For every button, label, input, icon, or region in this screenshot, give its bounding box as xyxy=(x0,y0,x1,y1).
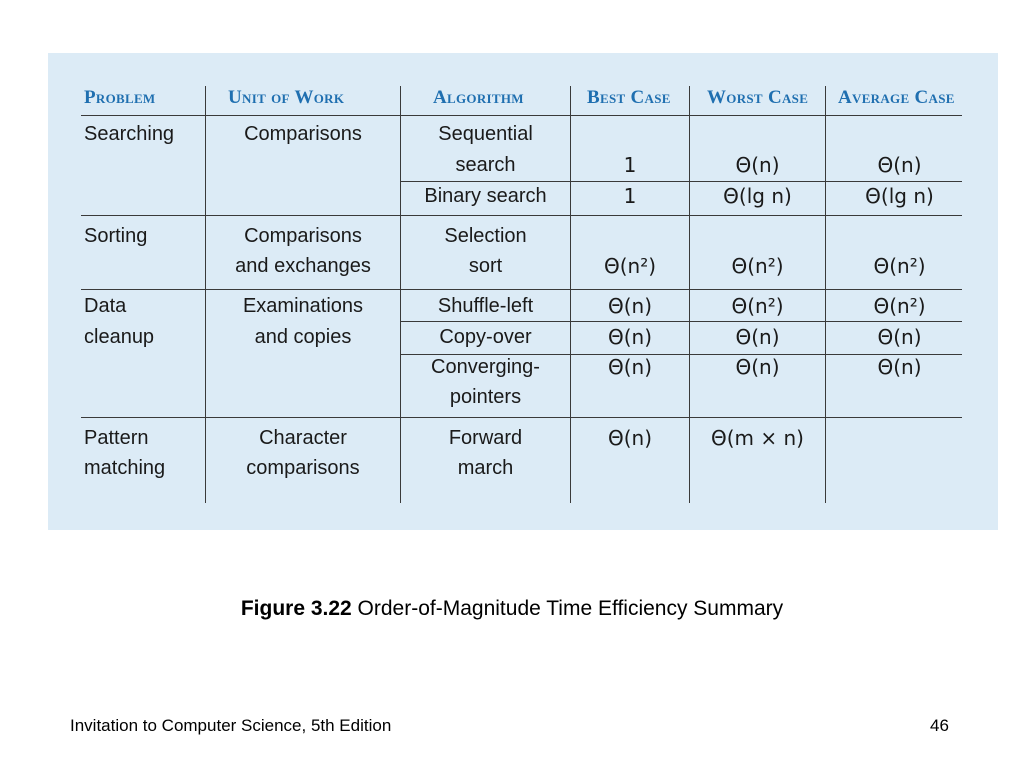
unit-cleanup-line1: Examinations xyxy=(242,295,364,317)
alg-converging-line2: pointers xyxy=(449,386,522,408)
alg-copy-over: Copy-over xyxy=(439,326,532,348)
alg-binary-search: Binary search xyxy=(424,185,547,207)
figure-caption xyxy=(0,597,1024,621)
unit-pattern-line2: comparisons xyxy=(246,457,360,479)
alg-forward-line1: Forward xyxy=(448,427,523,449)
problem-cleanup-line1: Data xyxy=(84,295,127,317)
binary-average: Θ(lg n) xyxy=(865,184,934,208)
unit-cleanup-line2: and copies xyxy=(254,326,352,348)
shuffle-average: Θ(n²) xyxy=(873,294,926,318)
header-average-case: Average Case xyxy=(838,87,955,108)
alg-sequential-line2: search xyxy=(455,154,516,176)
unit-sorting-line1: Comparisons xyxy=(244,225,362,247)
alg-shuffle-left: Shuffle-left xyxy=(437,295,534,317)
unit-pattern-line1: Character xyxy=(259,427,347,449)
problem-pattern-line1: Pattern xyxy=(84,427,149,449)
row-divider xyxy=(81,417,962,418)
selection-best: Θ(n²) xyxy=(603,254,657,278)
sequential-average: Θ(n) xyxy=(877,153,922,177)
problem-searching: Searching xyxy=(84,123,175,145)
alg-converging-line1: Converging- xyxy=(431,356,540,378)
forward-worst: Θ(m × n) xyxy=(711,426,804,450)
header-divider xyxy=(81,115,962,116)
figure-caption-text: Order-of-Magnitude Time Efficiency Summary xyxy=(351,597,784,620)
unit-sorting-line2: and exchanges xyxy=(235,255,371,277)
header-algorithm: Algorithm xyxy=(433,87,524,108)
alg-selection-line1: Selection xyxy=(444,225,527,247)
problem-sorting: Sorting xyxy=(84,225,148,247)
problem-cleanup-line2: cleanup xyxy=(84,326,155,348)
sequential-worst: Θ(n) xyxy=(735,153,780,177)
copy-worst: Θ(n) xyxy=(735,325,780,349)
binary-best: 1 xyxy=(623,184,637,208)
alg-forward-line2: march xyxy=(457,457,514,479)
header-worst-case: Worst Case xyxy=(707,87,809,108)
selection-worst: Θ(n²) xyxy=(731,254,784,278)
header-unit-of-work: Unit of Work xyxy=(228,87,345,108)
sequential-best: 1 xyxy=(623,153,637,177)
forward-best: Θ(n) xyxy=(607,426,653,450)
copy-average: Θ(n) xyxy=(877,325,922,349)
header-problem: Problem xyxy=(84,87,156,108)
unit-searching: Comparisons xyxy=(244,123,362,145)
efficiency-table-figure xyxy=(48,53,998,530)
row-divider xyxy=(81,289,962,290)
header-best-case: Best Case xyxy=(587,87,671,108)
problem-pattern-line2: matching xyxy=(84,457,166,479)
selection-average: Θ(n²) xyxy=(873,254,926,278)
converging-average: Θ(n) xyxy=(877,355,922,379)
copy-best: Θ(n) xyxy=(607,325,653,349)
figure-label: Figure 3.22 xyxy=(240,597,352,620)
converging-best: Θ(n) xyxy=(607,355,653,379)
binary-worst: Θ(lg n) xyxy=(723,184,792,208)
footer-book-title: Invitation to Computer Science, 5th Edition xyxy=(70,716,392,735)
alg-sequential-line1: Sequential xyxy=(438,123,533,145)
row-divider xyxy=(81,215,962,216)
converging-worst: Θ(n) xyxy=(735,355,780,379)
shuffle-best: Θ(n) xyxy=(607,294,653,318)
shuffle-worst: Θ(n²) xyxy=(731,294,784,318)
page-number: 46 xyxy=(930,716,949,735)
alg-selection-line2: sort xyxy=(468,255,503,277)
